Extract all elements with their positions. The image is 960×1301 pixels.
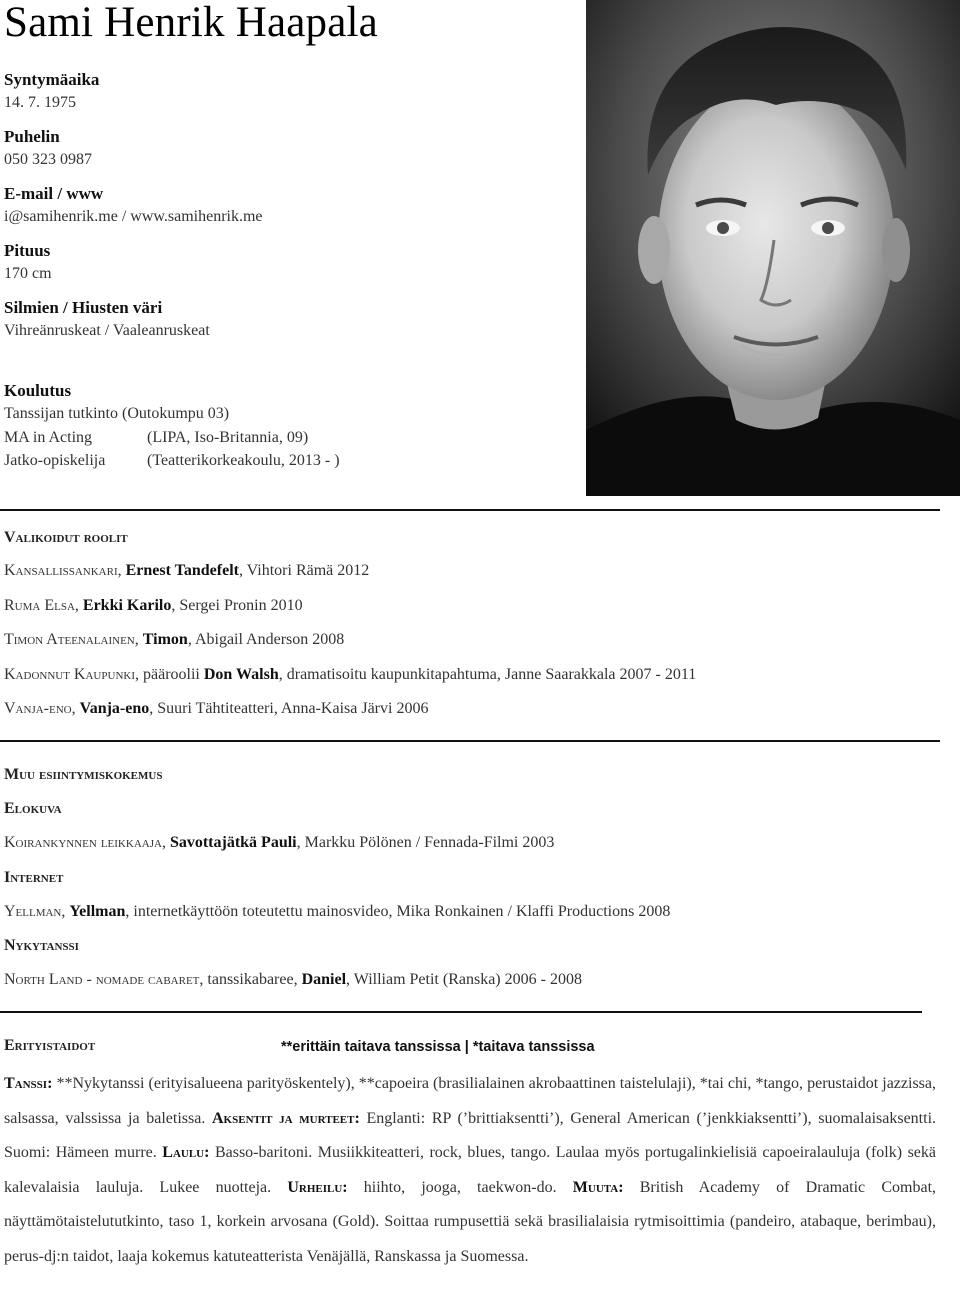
production-title: Kadonnut Kaupunki xyxy=(4,666,135,683)
education-row xyxy=(4,449,340,473)
dance-heading-text: Nykytanssi xyxy=(4,937,79,954)
skill-label-accents: Aksentit ja murteet: xyxy=(212,1109,360,1127)
education-heading: Koulutus xyxy=(4,381,72,400)
separator-text: , xyxy=(61,903,70,920)
personal-info xyxy=(4,68,564,342)
role-name: Timon xyxy=(142,631,188,648)
separator-text: , tanssikabaree, xyxy=(199,971,302,988)
internet-heading xyxy=(4,869,63,887)
skill-text-sport: hiihto, jooga, taekwon-do. xyxy=(347,1178,573,1196)
skill-label-dance: Tanssi: xyxy=(4,1075,53,1092)
role-details: , Markku Pölönen / Fennada-Filmi 2003 xyxy=(296,834,555,851)
dance-heading xyxy=(4,937,79,955)
production-title: Yellman xyxy=(4,903,62,920)
divider-middle xyxy=(0,740,940,742)
separator-text: , xyxy=(161,834,170,851)
dance-entry xyxy=(4,971,582,989)
role-name: Daniel xyxy=(301,971,347,988)
film-entry xyxy=(4,834,554,852)
production-title: Vanja-eno xyxy=(4,700,72,717)
skill-text-misc: British Academy of Dramatic Combat, näyttämötaistelututkinto, taso 1, korkein arvosana (Gold). Soittaa rumpusettiä sekä brasilialaisia rytmisoittimia (pandeiro, atabaque, berimbau), perus-dj:n taidot, laaja kokemus katuteatterista Venäjällä, Ranskassa ja Suomessa. xyxy=(4,1178,937,1265)
role-name: Erkki Karilo xyxy=(82,597,172,614)
skill-label-singing: Laulu: xyxy=(162,1144,210,1162)
film-heading-text: Elokuva xyxy=(4,800,62,817)
production-title: Ruma Elsa xyxy=(4,597,75,614)
skill-label-sport: Urheilu: xyxy=(287,1178,348,1196)
role-details: , Sergei Pronin 2010 xyxy=(171,597,303,614)
role-name: Vanja-eno xyxy=(79,700,150,717)
role-entry xyxy=(4,631,344,649)
separator-text: , xyxy=(74,597,83,614)
separator-text: , xyxy=(71,700,80,717)
role-entry xyxy=(4,700,428,718)
role-name: Ernest Tandefelt xyxy=(125,562,239,579)
person-name: Sami Henrik Haapala xyxy=(4,0,378,46)
portrait-photo xyxy=(586,0,960,496)
education-degree: Jatko-opiskelija xyxy=(4,452,106,469)
role-entry xyxy=(4,666,696,684)
role-name: Savottajätkä Pauli xyxy=(169,834,297,851)
other-heading xyxy=(4,766,162,784)
internet-entry xyxy=(4,903,670,921)
production-title: Koirankynnen leikkaaja xyxy=(4,834,162,851)
skill-label-misc: Muuta: xyxy=(572,1178,624,1196)
role-details: , Abigail Anderson 2008 xyxy=(187,631,345,648)
info-label-birthdate: Syntymäaika xyxy=(4,70,100,89)
education-row xyxy=(4,402,340,426)
roles-heading-text: Valikoidut roolit xyxy=(4,529,128,546)
info-value-height: 170 cm xyxy=(4,265,52,282)
portrait-image xyxy=(586,0,960,496)
roles-heading xyxy=(4,529,128,547)
education-degree: MA in Acting xyxy=(4,428,93,446)
production-title: Timon Ateenalainen xyxy=(4,631,135,648)
education-section xyxy=(4,379,340,473)
info-label-height: Pituus xyxy=(4,241,51,260)
info-value-eye-hair: Vihreänruskeat / Vaaleanruskeat xyxy=(4,322,210,339)
info-value-phone: 050 323 0987 xyxy=(4,151,92,168)
internet-heading-text: Internet xyxy=(4,869,64,886)
role-details: , Vihtori Rämä 2012 xyxy=(238,562,370,579)
role-details: , internetkäyttöön toteutettu mainosvideo, Mika Ronkainen / Klaffi Productions 2008 xyxy=(125,903,671,920)
skill-text-dance: **Nykytanssi (erityisalueena parityöskentely), **capoeira (brasilialainen akrobaattinen taistelulaji), *tai chi, *tango, perustaidot jazzissa, salsassa, valssissa ja baletissa. xyxy=(4,1075,936,1127)
info-value-email[interactable]: i@samihenrik.me / www.samihenrik.me xyxy=(4,208,263,225)
role-details: , William Petit (Ranska) 2006 - 2008 xyxy=(346,971,582,988)
role-entry xyxy=(4,562,369,580)
education-degree: Tanssijan tutkinto (Outokumpu 03) xyxy=(4,405,230,422)
role-entry xyxy=(4,597,303,615)
skills-heading-text: Erityistaidot xyxy=(4,1037,96,1054)
production-title: North Land - nomade cabaret xyxy=(4,971,200,988)
separator-text: , xyxy=(134,631,143,648)
other-heading-text: Muu esiintymiskokemus xyxy=(4,766,163,783)
divider-bottom xyxy=(0,1011,922,1013)
divider-top xyxy=(0,509,940,511)
education-row xyxy=(4,426,340,450)
info-label-eye-hair: Silmien / Hiusten väri xyxy=(4,298,163,317)
skills-legend: **erittäin taitava tanssissa | *taitava tanssissa xyxy=(281,1039,595,1055)
role-details: , Suuri Tähtiteatteri, Anna-Kaisa Järvi 2006 xyxy=(149,700,429,717)
role-details: , dramatisoitu kaupunkitapahtuma, Janne Saarakkala 2007 - 2011 xyxy=(278,666,697,683)
separator-text: , xyxy=(117,562,126,579)
education-school: (Teatterikorkeakoulu, 2013 - ) xyxy=(147,452,340,469)
skill-text-singing: Basso-baritoni. Musiikkiteatteri, rock, blues, tango. Laulaa myös portugalinkielisiä capoeiralauluja (folk) sekä kalevalaisia lauluja. Lukee nuotteja. xyxy=(4,1144,936,1196)
info-label-phone: Puhelin xyxy=(4,127,60,146)
skill-text-accents: Englanti: RP (’brittiaksentti’), General American (’jenkkiaksentti’), suomalaisaksentti. Suomi: Hämeen murre. xyxy=(4,1109,937,1162)
separator-text: , pääroolii xyxy=(135,666,204,683)
role-name: Yellman xyxy=(69,903,126,920)
info-label-email: E-mail / www xyxy=(4,184,104,203)
skills-paragraph xyxy=(4,1067,936,1275)
education-school: (LIPA, Iso-Britannia, 09) xyxy=(147,428,309,446)
info-value-birthdate: 14. 7. 1975 xyxy=(4,94,76,111)
production-title: Kansallissankari xyxy=(4,562,118,579)
skills-heading xyxy=(4,1037,95,1055)
film-heading xyxy=(4,800,62,818)
role-name: Don Walsh xyxy=(203,666,279,683)
